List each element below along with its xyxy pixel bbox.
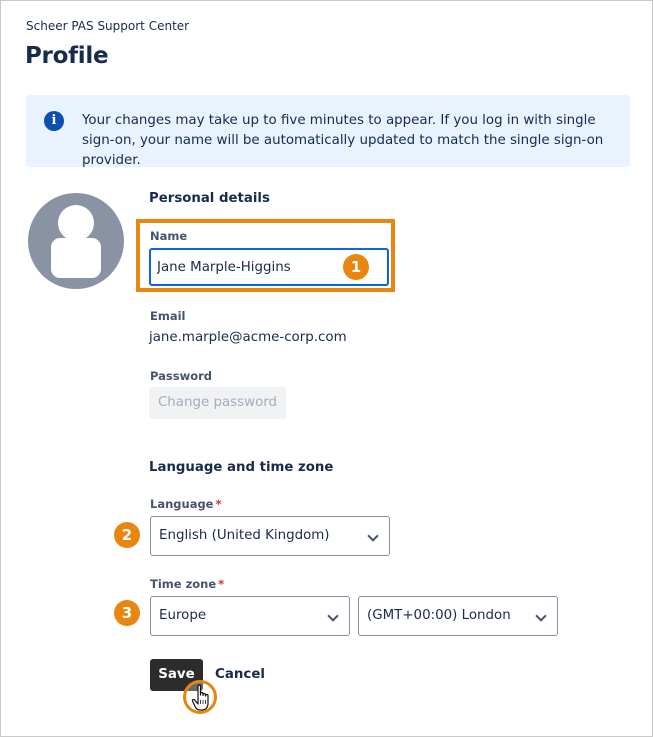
callout-badge-3: 3 xyxy=(114,600,140,626)
callout-badge-1: 1 xyxy=(343,254,369,280)
language-label xyxy=(150,497,222,511)
chevron-down-icon xyxy=(535,610,546,621)
avatar xyxy=(28,193,124,289)
cancel-button[interactable]: Cancel xyxy=(215,667,266,682)
timezone-region-select[interactable] xyxy=(150,596,350,636)
change-password-button[interactable]: Change password xyxy=(149,387,286,419)
required-mark: * xyxy=(218,577,225,591)
language-timezone-heading: Language and time zone xyxy=(149,460,334,475)
language-label-text: Language xyxy=(150,497,214,511)
page-title: Profile xyxy=(25,43,109,69)
hand-pointer-icon xyxy=(191,684,213,712)
timezone-region-value: Europe xyxy=(159,608,207,623)
language-select[interactable] xyxy=(150,516,390,556)
callout-badge-2: 2 xyxy=(114,522,140,548)
info-icon: i xyxy=(44,111,64,131)
save-button[interactable]: Save xyxy=(150,659,203,691)
breadcrumb[interactable]: Scheer PAS Support Center xyxy=(26,19,190,33)
timezone-zone-value: (GMT+00:00) London xyxy=(367,608,511,623)
timezone-zone-select[interactable] xyxy=(358,596,558,636)
email-value: jane.marple@acme-corp.com xyxy=(149,330,347,345)
language-select-value: English (United Kingdom) xyxy=(159,528,330,543)
personal-details-heading: Personal details xyxy=(149,191,270,206)
avatar-head-shape xyxy=(58,205,94,241)
password-label: Password xyxy=(150,369,212,383)
chevron-down-icon xyxy=(327,610,338,621)
timezone-label xyxy=(150,577,224,591)
chevron-down-icon xyxy=(367,530,378,541)
avatar-body-shape xyxy=(51,238,101,278)
info-banner-text: Your changes may take up to five minutes to appear. If you log in with single sign-on, your name will be automatically updated to match the single sign-on provider. xyxy=(82,113,604,168)
email-label: Email xyxy=(150,309,186,323)
required-mark: * xyxy=(215,497,222,511)
timezone-label-text: Time zone xyxy=(150,577,217,591)
name-label: Name xyxy=(150,229,188,243)
